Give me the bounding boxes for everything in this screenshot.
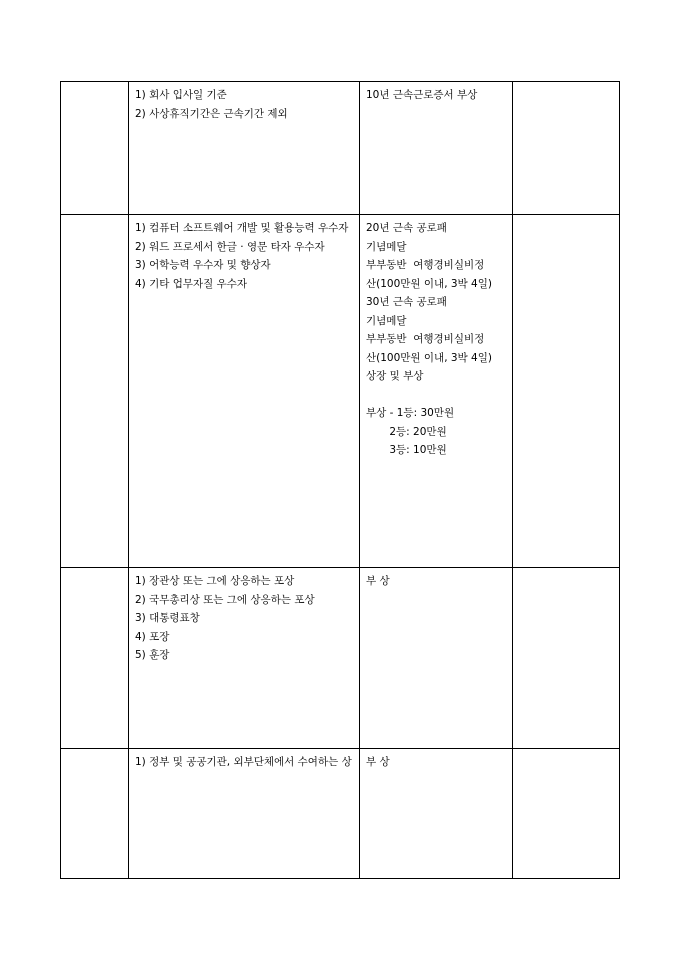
category-cell <box>61 568 129 749</box>
reward-line: 부부동반 여행경비실비정 <box>366 333 485 345</box>
condition-item: 5) 훈장 <box>135 649 170 661</box>
reward-line: 산(100만원 이내, 3박 4일) <box>366 277 492 290</box>
table-row <box>61 215 620 568</box>
condition-item: 4) 기타 업무자질 우수자 <box>135 277 248 290</box>
condition-item: 2) 국무총리상 또는 그에 상응하는 포상 <box>135 593 315 606</box>
award-table <box>60 81 620 879</box>
condition-item: 1) 정부 및 공공기관, 외부단체에서 수여하는 상 <box>135 756 352 768</box>
reward-line: 부 상 <box>366 575 390 587</box>
condition-item: 3) 대통령표창 <box>135 612 200 624</box>
reward-line: 부상 - 1등: 30만원 <box>366 407 455 419</box>
reward-cell <box>360 749 513 879</box>
reward-line <box>366 386 506 405</box>
condition-item: 1) 컴퓨터 소프트웨어 개발 및 활용능력 우수자 <box>135 222 349 234</box>
reward-line: 기념메달 <box>366 240 407 253</box>
category-cell <box>61 749 129 879</box>
category-cell <box>61 215 129 568</box>
remarks-cell <box>513 568 620 749</box>
remarks-cell <box>513 215 620 568</box>
reward-cell <box>360 215 513 568</box>
table-row <box>61 82 620 215</box>
reward-line: 3등: 10만원 <box>366 444 447 456</box>
condition-item: 1) 회사 입사일 기준 <box>135 89 227 101</box>
reward-line: 산(100만원 이내, 3박 4일) <box>366 351 492 364</box>
table-row <box>61 749 620 879</box>
remarks-cell <box>513 749 620 879</box>
reward-line: 부부동반 여행경비실비정 <box>366 259 485 271</box>
condition-item: 2) 워드 프로세서 한글 · 영문 타자 우수자 <box>135 240 325 253</box>
remarks-cell <box>513 82 620 215</box>
table-row <box>61 568 620 749</box>
reward-line: 10년 근속근로증서 부상 <box>366 89 478 101</box>
condition-item: 1) 장관상 또는 그에 상응하는 포상 <box>135 575 295 587</box>
condition-item: 4) 포장 <box>135 630 170 643</box>
reward-line: 상장 및 부상 <box>366 370 424 382</box>
reward-cell <box>360 82 513 215</box>
category-cell <box>61 82 129 215</box>
conditions-cell <box>129 82 360 215</box>
reward-line: 부 상 <box>366 756 390 768</box>
reward-cell <box>360 568 513 749</box>
conditions-cell <box>129 568 360 749</box>
conditions-cell <box>129 215 360 568</box>
condition-item: 3) 어학능력 우수자 및 향상자 <box>135 259 271 271</box>
reward-line: 30년 근속 공로패 <box>366 296 447 308</box>
reward-line: 2등: 20만원 <box>366 425 447 438</box>
reward-line: 20년 근속 공로패 <box>366 222 447 234</box>
reward-line: 기념메달 <box>366 314 407 327</box>
conditions-cell <box>129 749 360 879</box>
condition-item: 2) 사상휴직기간은 근속기간 제외 <box>135 107 288 120</box>
